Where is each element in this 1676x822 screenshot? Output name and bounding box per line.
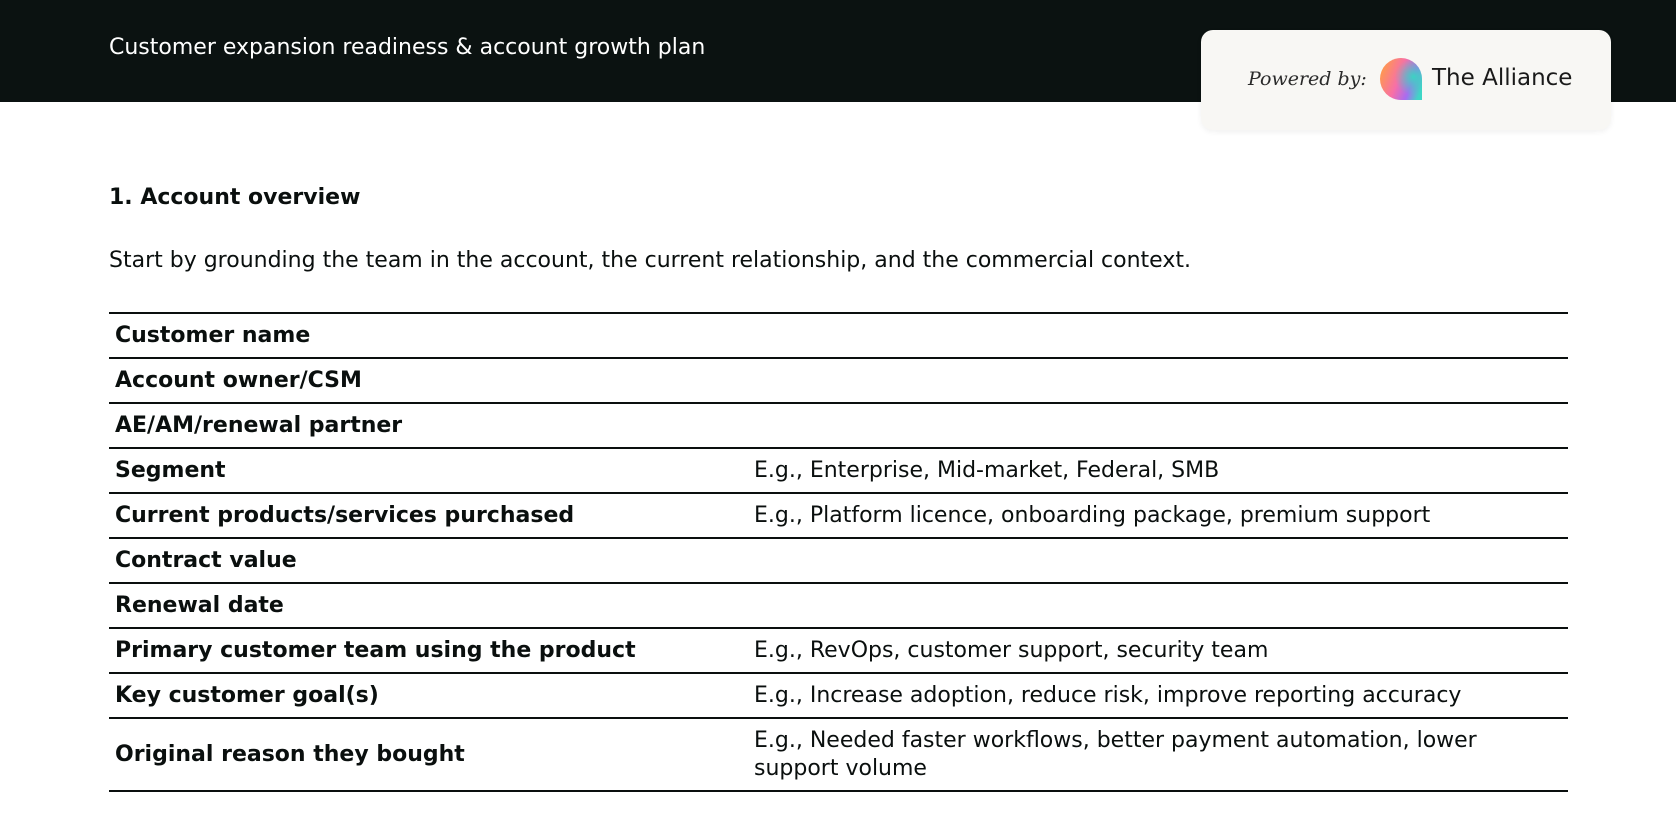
row-label: Segment [115, 457, 226, 483]
row-label: Customer name [115, 322, 311, 348]
row-value[interactable]: E.g., Platform licence, onboarding package, premium support [754, 502, 1431, 528]
row-value[interactable] [748, 538, 1568, 583]
table-row [109, 313, 1568, 358]
alliance-logo-icon [1379, 57, 1423, 101]
row-value[interactable] [748, 313, 1568, 358]
row-label: Current products/services purchased [115, 502, 575, 528]
row-label: Primary customer team using the product [115, 637, 636, 663]
table-row [109, 583, 1568, 628]
table-row [109, 718, 1568, 791]
table-row [109, 628, 1568, 673]
document-title: Customer expansion readiness & account growth plan [109, 35, 706, 60]
row-value[interactable] [748, 358, 1568, 403]
table-row [109, 673, 1568, 718]
table-row [109, 358, 1568, 403]
table-row [109, 403, 1568, 448]
brand-name: The Alliance [1432, 65, 1573, 91]
row-value[interactable]: E.g., RevOps, customer support, security team [754, 637, 1269, 663]
powered-by-label: Powered by: [1248, 68, 1367, 90]
row-value[interactable] [748, 403, 1568, 448]
row-label: Contract value [115, 547, 297, 573]
row-label: Original reason they bought [115, 741, 465, 767]
account-overview-table [109, 312, 1568, 792]
table-row [109, 448, 1568, 493]
row-value[interactable]: E.g., Increase adoption, reduce risk, improve reporting accuracy [754, 682, 1462, 708]
row-label: Key customer goal(s) [115, 682, 379, 708]
row-value[interactable] [748, 583, 1568, 628]
row-label: AE/AM/renewal partner [115, 412, 403, 438]
row-label: Renewal date [115, 592, 284, 618]
section-intro: Start by grounding the team in the account, the current relationship, and the commercial context. [109, 248, 1191, 273]
powered-by-badge [1201, 30, 1611, 130]
table-row [109, 493, 1568, 538]
row-label: Account owner/CSM [115, 367, 362, 393]
section-heading: 1. Account overview [109, 185, 361, 210]
table-row [109, 538, 1568, 583]
row-value[interactable]: E.g., Enterprise, Mid-market, Federal, SMB [754, 457, 1220, 483]
row-value[interactable]: E.g., Needed faster workflows, better payment automation, lower support volume [754, 727, 1477, 781]
